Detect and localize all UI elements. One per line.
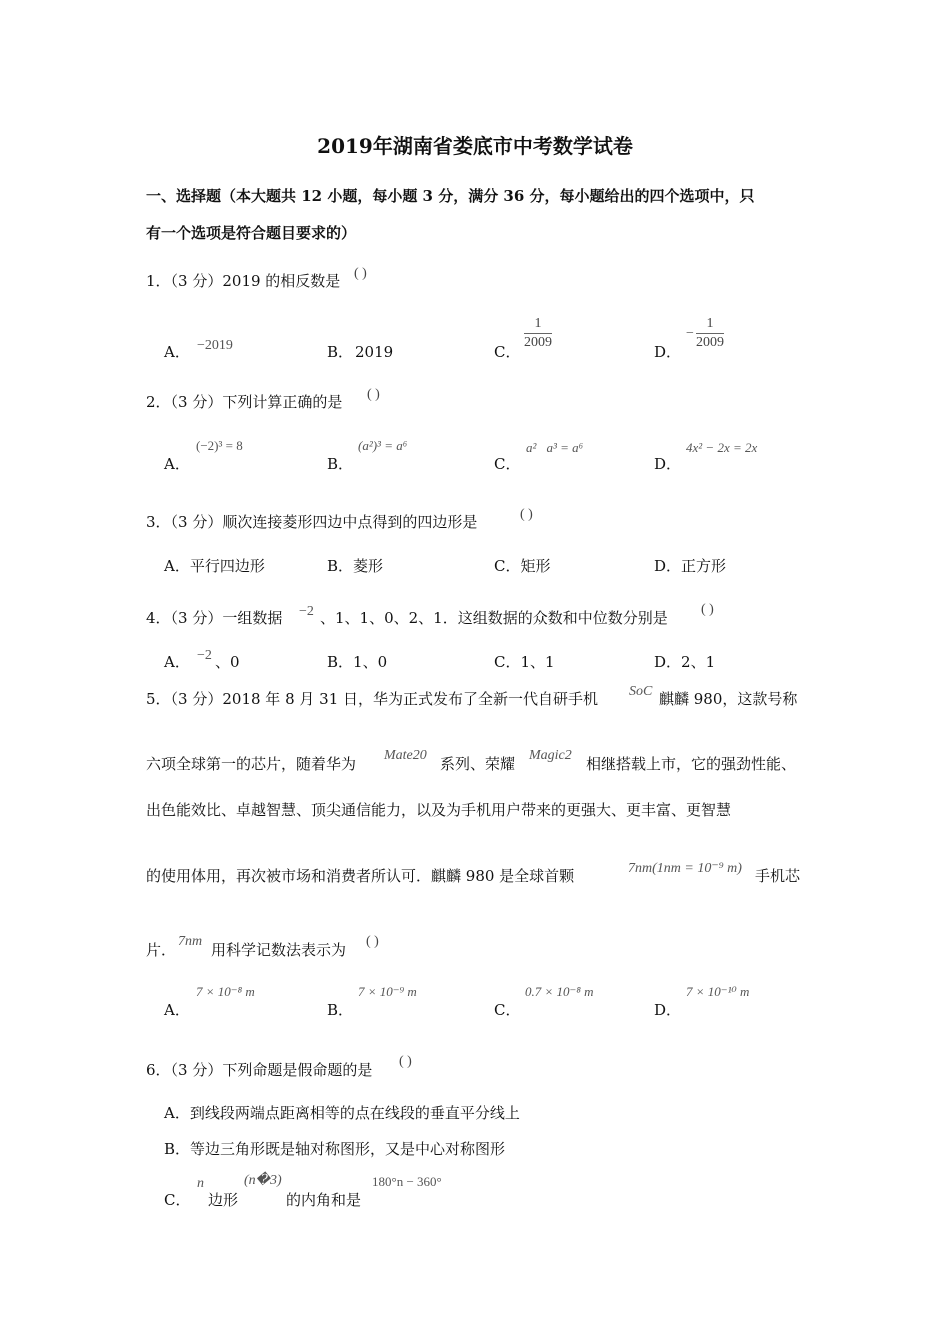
option: B．菱形 xyxy=(327,557,384,575)
option-text: 边形 xyxy=(208,1191,239,1209)
option: D．正方形 xyxy=(654,557,727,575)
stem-math: 7nm(1nm = 10⁻⁹ m) xyxy=(628,861,742,876)
question-5-line1-pre: 5．（3 分）2018 年 8 月 31 日，华为正式发布了全新一代自研手机 xyxy=(146,690,599,708)
question-5-line2-pre: 六项全球第一的芯片，随着华为 xyxy=(146,755,357,773)
answer-paren: ( ) xyxy=(366,934,379,949)
option-value: 2019 xyxy=(355,343,394,361)
answer-paren: ( ) xyxy=(701,602,714,617)
question-5-line5-post: 用科学记数法表示为 xyxy=(211,941,347,959)
option-label: B． xyxy=(327,1001,354,1019)
option-label: D． xyxy=(654,343,682,361)
option-math: (n�3) xyxy=(244,1173,282,1188)
option-math: 7 × 10⁻⁹ m xyxy=(358,984,417,999)
question-5-line3: 出色能效比、卓越智慧、顶尖通信能力，以及为手机用户带来的更强大、更丰富、更智慧 xyxy=(146,801,732,819)
option: A．平行四边形 xyxy=(164,557,265,575)
fraction-denominator: 2009 xyxy=(696,335,724,350)
option-text: 的内角和是 xyxy=(286,1191,362,1209)
question-4-stem-pre: 4．（3 分）一组数据 xyxy=(146,609,283,627)
option-math: (a²)³ = a⁶ xyxy=(358,438,408,453)
answer-paren: ( ) xyxy=(520,507,533,522)
option-math: a²⃞a³ = a⁶ xyxy=(526,440,584,455)
stem-math: SoC xyxy=(629,684,653,699)
option-label: C． xyxy=(164,1191,191,1209)
option-math: −2019 xyxy=(197,338,233,353)
option-label: D． xyxy=(654,1001,682,1019)
option-math: 4x² − 2x = 2x xyxy=(686,440,758,455)
option-label: A． xyxy=(164,653,190,671)
question-5-line4-post: 手机芯 xyxy=(755,867,801,885)
option-math: −2 xyxy=(197,648,212,663)
question-5-line1-post: 麒麟 980，这款号称 xyxy=(659,690,798,708)
stem-math: −2 xyxy=(299,604,314,619)
option-math: 0.7 × 10⁻⁸ m xyxy=(525,984,594,999)
option-label: B． xyxy=(327,343,354,361)
answer-paren: ( ) xyxy=(354,266,367,281)
answer-paren: ( ) xyxy=(399,1054,412,1069)
option-label: A． xyxy=(164,1001,190,1019)
question-4-stem-post: 、1、1、0、2、1．这组数据的众数和中位数分别是 xyxy=(320,609,668,627)
option: D．2、1 xyxy=(654,653,716,671)
fraction-denominator: 2009 xyxy=(524,335,552,350)
option: A．到线段两端点距离相等的点在线段的垂直平分线上 xyxy=(164,1104,520,1122)
fraction xyxy=(696,315,724,352)
section-heading-line2: 有一个选项是符合题目要求的） xyxy=(146,224,357,242)
stem-math: 7nm xyxy=(178,934,203,949)
option-math: 7 × 10⁻⁸ m xyxy=(196,984,255,999)
question-1-stem: 1．（3 分）2019 的相反数是 xyxy=(146,272,341,290)
option-math: 7 × 10⁻¹⁰ m xyxy=(686,984,750,999)
stem-math: Magic2 xyxy=(529,748,572,763)
fraction xyxy=(524,315,552,352)
section-heading-line1: 一、选择题（本大题共 12 小题，每小题 3 分，满分 36 分，每小题给出的四个选项中，只 xyxy=(146,187,755,205)
option-label: B． xyxy=(327,455,354,473)
minus-sign: − xyxy=(686,326,694,341)
question-3-stem: 3．（3 分）顺次连接菱形四边中点得到的四边形是 xyxy=(146,513,478,531)
option: C．1、1 xyxy=(494,653,555,671)
option-label: A． xyxy=(164,343,190,361)
option-label: C． xyxy=(494,455,521,473)
option-label: C． xyxy=(494,343,521,361)
stem-math: Mate20 xyxy=(384,748,427,763)
option-label: A． xyxy=(164,455,190,473)
option: B．1、0 xyxy=(327,653,388,671)
fraction-numerator: 1 xyxy=(524,315,552,334)
question-6-stem: 6．（3 分）下列命题是假命题的是 xyxy=(146,1061,373,1079)
question-5-line5-pre: 片． xyxy=(146,941,177,959)
page-title: 2019年湖南省娄底市中考数学试卷 xyxy=(317,134,633,158)
question-2-stem: 2．（3 分）下列计算正确的是 xyxy=(146,393,343,411)
question-5-line4-pre: 的使用体用，再次被市场和消费者所认可．麒麟 980 是全球首颗 xyxy=(146,867,575,885)
option: C．矩形 xyxy=(494,557,551,575)
option-math: n xyxy=(197,1176,204,1191)
option: B．等边三角形既是轴对称图形，又是中心对称图形 xyxy=(164,1140,506,1158)
question-5-line2-post: 相继搭载上市，它的强劲性能、 xyxy=(586,755,797,773)
option-math: (−2)³ = 8 xyxy=(196,438,243,453)
option-math: 180°n − 360° xyxy=(372,1174,442,1189)
option-label: C． xyxy=(494,1001,521,1019)
question-5-line2-mid: 系列、荣耀 xyxy=(440,755,516,773)
fraction-numerator: 1 xyxy=(696,315,724,334)
option-value: 、0 xyxy=(215,653,240,671)
answer-paren: ( ) xyxy=(367,387,380,402)
option-label: D． xyxy=(654,455,682,473)
